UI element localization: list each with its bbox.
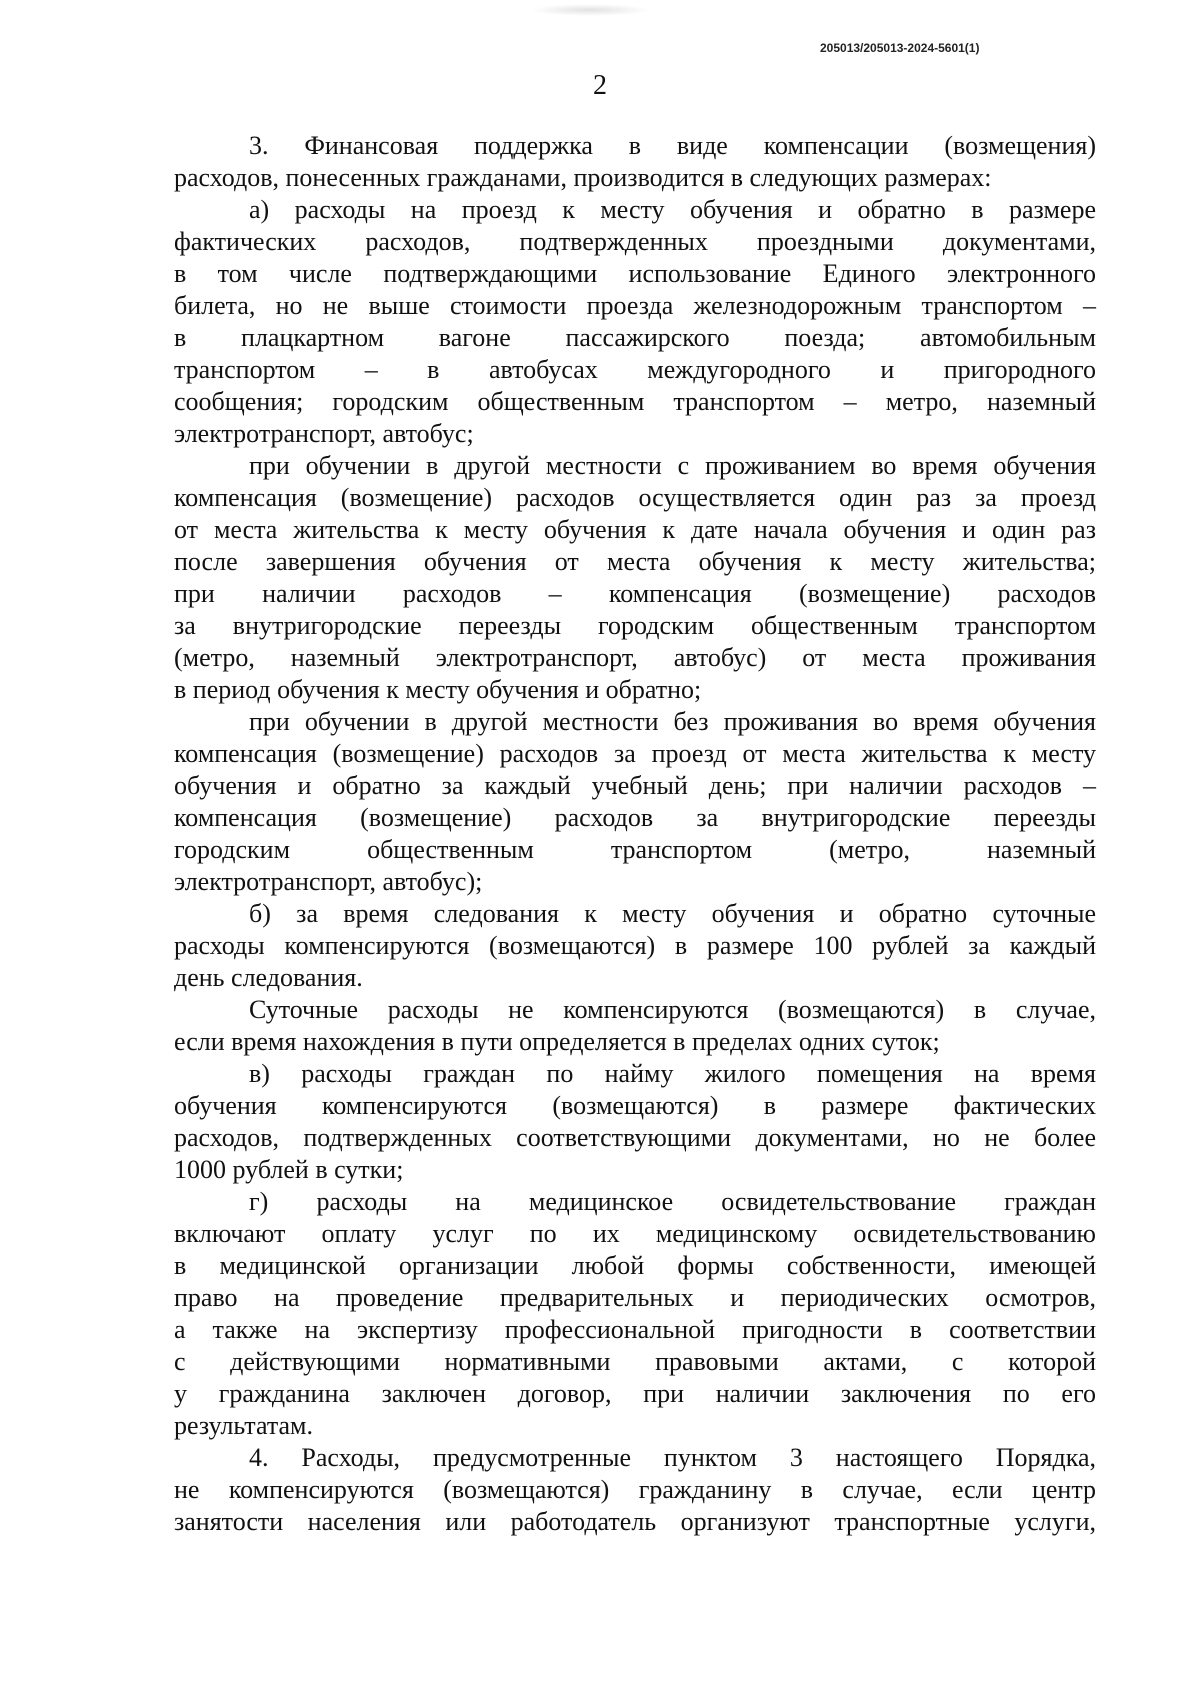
text-line: не компенсируются (возмещаются) гражданину в случае, если центр: [174, 1475, 1096, 1504]
text-line: 4. Расходы, предусмотренные пунктом 3 настоящего Порядка,: [249, 1443, 1096, 1472]
document-code: 205013/205013-2024-5601(1): [820, 41, 980, 55]
text-line: в плацкартном вагоне пассажирского поезда; автомобильным: [174, 323, 1096, 352]
text-line: а) расходы на проезд к месту обучения и обратно в размере: [249, 195, 1096, 224]
text-line: городским общественным транспортом (метро, наземный: [174, 835, 1096, 864]
text-line: транспортом – в автобусах междугородного и пригородного: [174, 355, 1096, 384]
text-line: билета, но не выше стоимости проезда железнодорожным транспортом –: [174, 291, 1096, 320]
text-line: (метро, наземный электротранспорт, автобус) от места проживания: [174, 643, 1096, 672]
text-line: в том числе подтверждающими использование Единого электронного: [174, 259, 1096, 288]
text-line: фактических расходов, подтвержденных проездными документами,: [174, 227, 1096, 256]
text-line: 3. Финансовая поддержка в виде компенсации (возмещения): [249, 131, 1096, 160]
page-number: 2: [593, 70, 607, 101]
text-line: а также на экспертизу профессиональной пригодности в соответствии: [174, 1315, 1096, 1344]
text-line: Суточные расходы не компенсируются (возмещаются) в случае,: [249, 995, 1096, 1024]
text-line: в медицинской организации любой формы собственности, имеющей: [174, 1251, 1096, 1280]
text-line: электротранспорт, автобус;: [174, 419, 474, 448]
text-line: обучения компенсируются (возмещаются) в размере фактических: [174, 1091, 1096, 1120]
text-line: сообщения; городским общественным транспортом – метро, наземный: [174, 387, 1096, 416]
text-line: компенсация (возмещение) расходов осуществляется один раз за проезд: [174, 483, 1096, 512]
text-line: у гражданина заключен договор, при наличии заключения по его: [174, 1379, 1096, 1408]
text-line: компенсация (возмещение) расходов за внутригородские переезды: [174, 803, 1096, 832]
text-line: если время нахождения в пути определяется в пределах одних суток;: [174, 1027, 940, 1056]
text-line: расходов, понесенных гражданами, производится в следующих размерах:: [174, 163, 992, 192]
text-line: компенсация (возмещение) расходов за проезд от места жительства к месту: [174, 739, 1096, 768]
text-line: при обучении в другой местности без проживания во время обучения: [249, 707, 1096, 736]
text-line: за внутригородские переезды городским общественным транспортом: [174, 611, 1096, 640]
text-line: б) за время следования к месту обучения и обратно суточные: [249, 899, 1096, 928]
text-line: расходов, подтвержденных соответствующими документами, но не более: [174, 1123, 1096, 1152]
text-line: в) расходы граждан по найму жилого помещения на время: [249, 1059, 1096, 1088]
text-line: от места жительства к месту обучения к дате начала обучения и один раз: [174, 515, 1096, 544]
text-line: при наличии расходов – компенсация (возмещение) расходов: [174, 579, 1096, 608]
text-line: г) расходы на медицинское освидетельствование граждан: [249, 1187, 1096, 1216]
text-line: занятости населения или работодатель организуют транспортные услуги,: [174, 1507, 1096, 1536]
text-line: право на проведение предварительных и периодических осмотров,: [174, 1283, 1096, 1312]
document-body: [174, 130, 1096, 1538]
text-line: день следования.: [174, 963, 363, 992]
text-line: результатам.: [174, 1411, 314, 1440]
text-line: 1000 рублей в сутки;: [174, 1155, 404, 1184]
text-line: с действующими нормативными правовыми актами, с которой: [174, 1347, 1096, 1376]
scan-smudge: [530, 4, 650, 16]
text-line: расходы компенсируются (возмещаются) в размере 100 рублей за каждый: [174, 931, 1096, 960]
text-line: при обучении в другой местности с проживанием во время обучения: [249, 451, 1096, 480]
text-line: электротранспорт, автобус);: [174, 867, 483, 896]
text-line: после завершения обучения от места обучения к месту жительства;: [174, 547, 1096, 576]
text-line: обучения и обратно за каждый учебный день; при наличии расходов –: [174, 771, 1096, 800]
text-line: включают оплату услуг по их медицинскому освидетельствованию: [174, 1219, 1096, 1248]
text-line: в период обучения к месту обучения и обратно;: [174, 675, 702, 704]
